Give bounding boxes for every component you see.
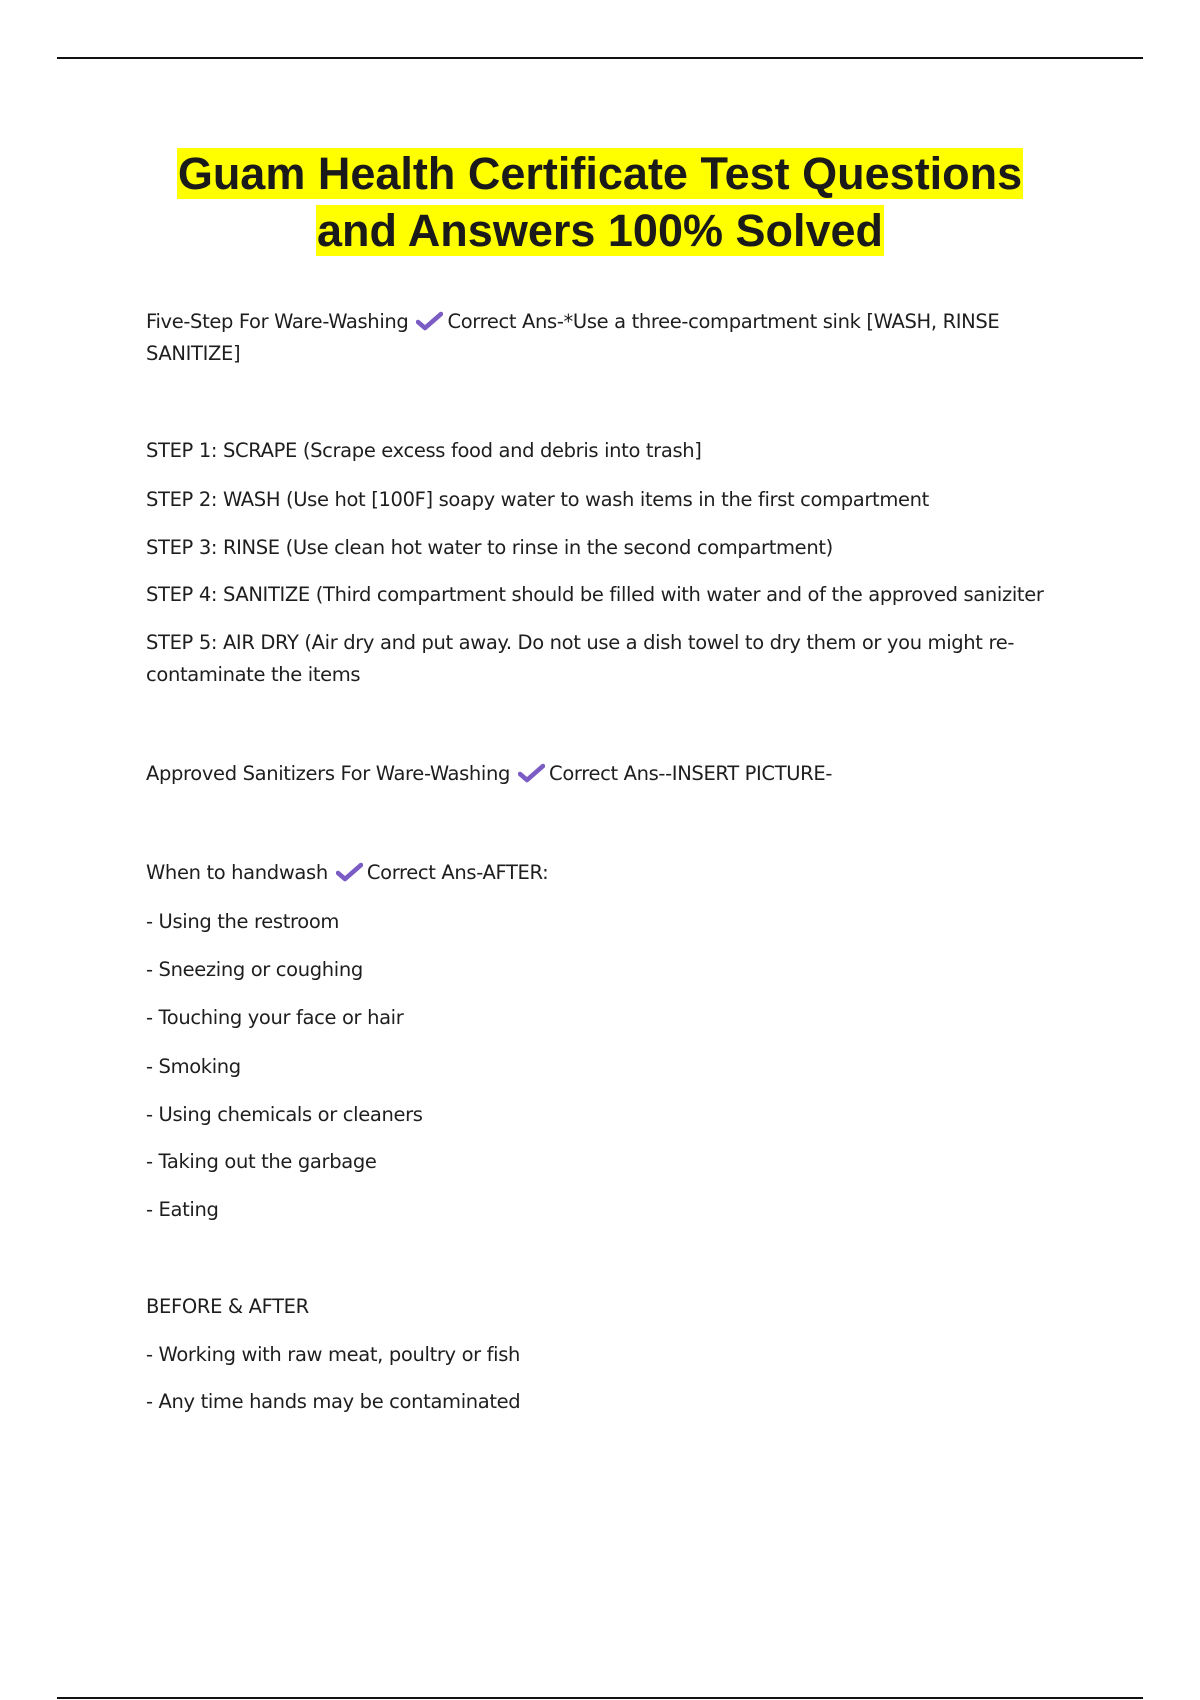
q2-answer: Correct Ans--INSERT PICTURE- [549,762,833,785]
step-2: STEP 2: WASH (Use hot [100F] soapy water to wash items in the first compartment [146,488,929,511]
q3-line [146,857,548,889]
step-1: STEP 1: SCRAPE (Scrape excess food and debris into trash] [146,439,702,462]
q2-line [146,758,832,790]
after-item: - Using chemicals or cleaners [146,1103,423,1126]
q3-question: When to handwash [146,861,328,884]
checkmark-icon [518,763,545,783]
top-rule [57,57,1143,59]
after-item: - Eating [146,1198,219,1221]
after-item: - Touching your face or hair [146,1006,404,1029]
q1-line-1 [146,306,999,338]
before-after-item: - Any time hands may be contaminated [146,1390,521,1413]
after-item: - Sneezing or coughing [146,958,363,981]
after-item: - Smoking [146,1055,241,1078]
q1-answer-line-1: Correct Ans-*Use a three-compartment sink [WASH, RINSE [447,310,1000,333]
after-item: - Taking out the garbage [146,1150,377,1173]
q1-question: Five-Step For Ware-Washing [146,310,409,333]
before-after-heading: BEFORE & AFTER [146,1295,309,1318]
q1-answer-line-2: SANITIZE] [146,342,241,365]
step-4: STEP 4: SANITIZE (Third compartment should be filled with water and of the approved saniziter [146,583,1044,606]
title-line-2: and Answers 100% Solved [316,205,884,256]
q2-question: Approved Sanitizers For Ware-Washing [146,762,511,785]
checkmark-icon [336,862,363,882]
document-title [0,145,1200,259]
step-5-continued: contaminate the items [146,663,361,686]
title-line-1: Guam Health Certificate Test Questions [177,148,1023,199]
step-5: STEP 5: AIR DRY (Air dry and put away. Do not use a dish towel to dry them or you might re- [146,631,1015,654]
before-after-item: - Working with raw meat, poultry or fish [146,1343,521,1366]
after-item: - Using the restroom [146,910,340,933]
checkmark-icon [416,311,443,331]
bottom-rule [57,1697,1143,1699]
q3-answer: Correct Ans-AFTER: [366,861,549,884]
title-block [0,145,1200,259]
step-3: STEP 3: RINSE (Use clean hot water to rinse in the second compartment) [146,536,833,559]
